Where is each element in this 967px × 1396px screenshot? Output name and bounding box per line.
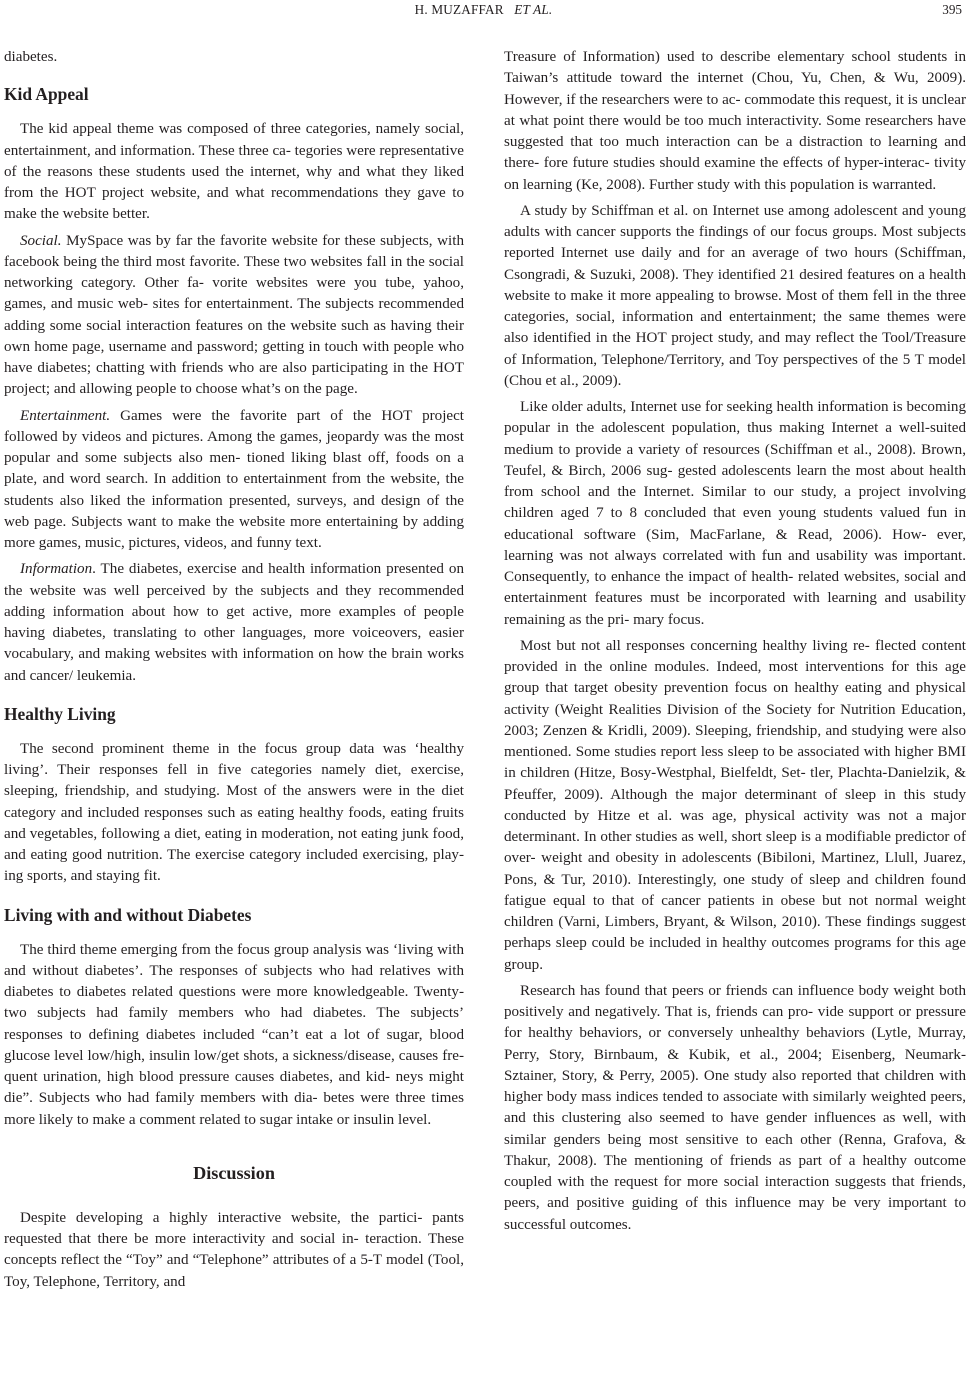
et-al: ET AL. (514, 2, 553, 17)
paragraph-text: Games were the favorite part of the HOT project followed by videos and pictures. Among the games, jeopardy was the most popular and some subjects also men- tioned liking blast off, foods on a plate, and word search. In addition to entertainment from the website, the students also liked the information presented, surveys, and design of the web page. Subjects want to make the website more entertaining by adding more games, music, pictures, videos, and funny text. (4, 407, 464, 551)
paragraph: Research has found that peers or friends can influence body weight both positively and negatively. That is, friends can pro- vide support or pressure for healthy behaviors, or conversely unhealthy behaviors (Lytle, Murray, Perry, Story, Birnbaum, & Kubik, et al., 2004; Eisenberg, Neumark-Sztainer, Story, & Perry, 2005). One study also reported that children with higher body mass indices tended to associate with similarly weighted peers, and this clustering also seemed to have gender influences as well, with similar genders being most sensitive to each other (Renna, Grafova, & Thakur, 2008). The mentioning of friends as part of a healthy outcome coupled with the request for more social interaction suggests that friends, peers, and positive guiding of this influence may be very important to successful outcomes. (504, 982, 966, 1233)
paragraph: Like older adults, Internet use for seeking health information is becoming popular in the adolescent population, thus making Internet a well-suited medium to provide a variety of resources (Schiffman et al., 2008). Brown, Teufel, & Birch, 2006 sug- gested adolescents learn the most about health from school and the Internet. Similar to our study, a project involving children aged 7 to 8 concluded that even young students valued fun in educational software (Sim, MacFarlane, & Read, 2006). How- ever, learning was not always correlated with fun and usability was important. Consequently, to enhance the impact of health- related websites, social and entertainment features must be incorporated with learning and usability remaining as the pri- mary focus. (504, 399, 966, 628)
subheading-information: Information (20, 561, 93, 578)
paragraph-text: . The diabetes, exercise and health information presented on the website was well perceived by the subjects and they recommended adding information about how to get active, more examples of people having diabetes, translating to other languages, more voiceovers, easier vocabulary, and making websites with information on how the brain works and cancer/ leukemia. (4, 561, 464, 684)
paragraph-information (4, 559, 464, 687)
paragraph-entertainment (4, 406, 464, 555)
heading-living-with-diabetes: Living with and without Diabetes (4, 904, 252, 925)
running-header (0, 0, 967, 22)
left-column (4, 47, 464, 1293)
right-column (504, 47, 966, 1236)
heading-discussion: Discussion (193, 1162, 275, 1183)
running-head-authors (0, 2, 967, 18)
paragraph: A study by Schiffman et al. on Internet use among adolescent and young adults with cancer supports the findings of our focus groups. Most subjects reported Internet use daily and for an average of two hours (Schiffman, Csongradi, & Suzuki, 2008). They identified 21 desired features on a health website to make it more appealing to browse. Most of them fell in the three categories, social, information and entertainment; the same themes were also identified in the HOT project study, and may reflect the Tool/Treasure of Information, Telephone/Territory, and Toy perspectives of the 5 T model (Chou et al., 2009). (504, 202, 966, 389)
paragraph-social (4, 231, 464, 401)
author-name: H. MUZAFFAR (414, 2, 504, 17)
paragraph: diabetes. (4, 49, 58, 65)
subheading-social: Social. (20, 232, 62, 249)
paragraph: Most but not all responses concerning healthy living re- flected content provided in the online modules. Indeed, most interventions for this age group that target obesity prevention focus on healthy eating and physical activity (Weight Realities Division of the Society for Nutrition Education, 2003; Zenzen & Kridli, 2009). Sleeping, friendship, and studying were also mentioned. Some studies report less sleep to be associated with higher BMI in children (Hitze, Bosy-Westphal, Bielfeldt, Set- tler, Plachta-Danielzik, & Pfeuffer, 2009). Although the major determinant of sleep in this study conducted by Hitze et al. was age, physical activity was not a major determinant. In other studies as well, short sleep is a modifiable predictor of over- weight and obesity in adolescents (Bibiloni, Martinez, Llull, Juarez, Pons, & Tur, 2010). Interestingly, one study of sleep and children found fatigue equal to that of cancer patients in obese but not normal weight children (Varni, Limbers, Bryant, & Wilson, 2010). These findings suggest perhaps sleep could be included in healthy outcomes programs for this age group. (504, 637, 966, 973)
heading-healthy-living: Healthy Living (4, 703, 116, 724)
heading-kid-appeal: Kid Appeal (4, 84, 89, 105)
paragraph-text: MySpace was by far the favorite website for these subjects, with facebook being the third most favorite. These two websites fall in the social networking category. Other fa- vorite websites were you tube, yahoo, games, and music web- sites for entertainment. The subjects recommended adding some social interaction features on the website such as having their own home page, username and password; getting in touch with people who have diabetes; chatting with friends who are also participating in the HOT project; and allowing people to choose what’s on the page. (4, 232, 464, 398)
subheading-entertainment: Entertainment. (20, 407, 111, 424)
paragraph: Despite developing a highly interactive website, the partici- pants requested that there be more interactivity and social in- teraction. These concepts reflect the “Toy” and “Telephone” attributes of a 5-T model (Tool, Toy, Telephone, Territory, and (4, 1209, 464, 1290)
paragraph: The second prominent theme in the focus group data was ‘healthy living’. Their responses fell in five categories namely diet, exercise, sleeping, friendship, and studying. Most of the answers were in the diet category and included responses such as eating healthy foods, eating fruits and vegetables, following a diet, eating in moderation, not eating junk food, and eating good nutrition. The exercise category included exercising, play- ing sports, and staying fit. (4, 740, 464, 885)
paragraph: The kid appeal theme was composed of three categories, namely social, entertainment, and information. These three ca- tegories were representative of the reasons these students used the internet, why and what they liked from the HOT project website, and what recommendations they gave to make the website better. (4, 121, 464, 223)
paragraph: The third theme emerging from the focus group analysis was ‘living with and without diabetes’. The responses of subjects who had relatives with diabetes to diabetes related questions were more knowledgeable. Twenty-two subjects had family members who had diabetes. The subjects’ responses to defining diabetes included “can’t eat a lot of sugar, blood glucose level low/high, insulin low/get shots, a sickness/disease, causes fre- quent urination, high blood pressure causes diabetes, and kid- neys might die”. Subjects who had family members with dia- betes were three times more likely to make a comment related to sugar intake or insulin level. (4, 941, 464, 1128)
page-number: 395 (942, 2, 962, 17)
paragraph: Treasure of Information) used to describe elementary school students in Taiwan’s attitude toward the internet (Chou, Yu, Chen, & Wu, 2009). However, if the researchers were to ac- commodate this request, it is unclear at what point there would be too much interactivity. Some researchers have suggested that too much interaction can be a distraction to learning and there- fore future studies should examine the effects of hyper-interac- tivity on learning (Ke, 2008). Further study with this population is warranted. (504, 49, 966, 193)
